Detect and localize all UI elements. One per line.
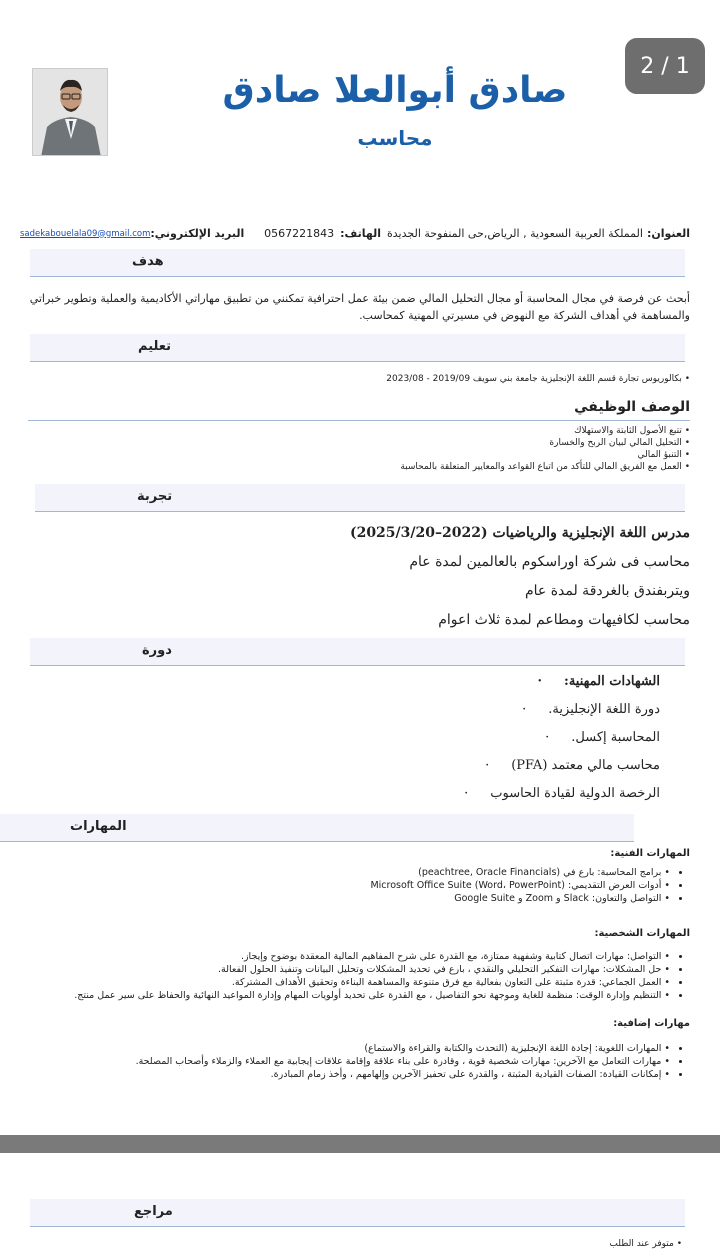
certs-list bbox=[30, 668, 660, 808]
candidate-name: صادق أبوالعلا صادق bbox=[222, 70, 568, 111]
phone-label: الهاتف: bbox=[340, 227, 382, 240]
job-desc-rule bbox=[28, 420, 690, 421]
experience-line: محاسب لكافيهات ومطاعم لمدة ثلاث اعوام bbox=[438, 612, 690, 628]
cert-item: دورة اللغة الإنجليزية.· bbox=[522, 702, 660, 717]
profile-photo bbox=[32, 68, 108, 156]
personal-skill-item: • • العمل الجماعي: قدرة مثبتة على التعاون بفعالية مع فرق متنوعة والمساهمة البناءة وتحقيق الأهداف المشتركة. bbox=[20, 976, 670, 989]
technical-skills-list bbox=[20, 866, 670, 905]
section-skills-title: المهارات bbox=[70, 819, 127, 834]
experience-line: محاسب فى شركة اوراسكوم بالعالمين لمدة عام bbox=[409, 554, 690, 570]
extra-skills-heading: مهارات إضافية: bbox=[613, 1018, 690, 1029]
section-experience-title: تجربة bbox=[137, 489, 173, 504]
cert-item: الرخصة الدولية لقيادة الحاسوب· bbox=[464, 786, 660, 801]
cert-item: المحاسبة إكسل.· bbox=[545, 730, 660, 745]
section-courses bbox=[30, 638, 685, 666]
education-item bbox=[30, 373, 690, 385]
section-education-title: تعليم bbox=[138, 339, 172, 354]
references-value: • متوفر عند الطلب bbox=[609, 1239, 682, 1249]
job-desc-item: • التحليل المالي لبيان الربح والخسارة bbox=[30, 437, 690, 449]
email-label: البريد الإلكتروني: bbox=[150, 227, 245, 240]
technical-skill-item: • • أدوات العرض التقديمي: Microsoft Office Suite (Word، PowerPoint) bbox=[20, 879, 670, 892]
job-desc-item: • تتبع الأصول الثابتة والاستهلاك bbox=[30, 425, 690, 437]
contact-line bbox=[20, 227, 690, 240]
extra-skill-item: • • مهارات التعامل مع الآخرين: مهارات شخصية قوية ، وقادرة على بناء علاقة وإقامة علاقات إيجابية مع العملاء والزملاء وأصحاب المصلحة. bbox=[20, 1055, 670, 1068]
section-references-title: مراجع bbox=[134, 1204, 173, 1219]
certs-heading: الشهادات المهنية:· bbox=[537, 674, 660, 689]
job-desc-item: • العمل مع الفريق المالي للتأكد من اتباع القواعد والمعايير المتعلقة بالمحاسبة bbox=[30, 461, 690, 473]
personal-skill-item: • • التواصل: مهارات اتصال كتابية وشفهية ممتازة، مع القدرة على شرح المفاهيم المالية المعقدة بوضوح وإيجاز. bbox=[20, 950, 670, 963]
extra-skills-list bbox=[20, 1042, 670, 1081]
section-education bbox=[30, 334, 685, 362]
technical-skill-item: • • برامج المحاسبة: بارع في (peachtree, Oracle Financials) bbox=[20, 866, 670, 879]
extra-skill-item: • • إمكانات القيادة: الصفات القيادية المثبتة ، والقدرة على تحفيز الآخرين وإلهامهم ، وأخذ زمام المبادرة. bbox=[20, 1068, 670, 1081]
job-title: محاسب bbox=[357, 126, 433, 150]
cert-item: محاسب مالي معتمد (PFA)· bbox=[485, 758, 660, 773]
extra-skill-item: • • المهارات اللغوية: إجادة اللغة الإنجليزية (التحدث والكتابة والقراءة والاستماع) bbox=[20, 1042, 670, 1055]
section-experience bbox=[35, 484, 685, 512]
section-skills bbox=[0, 814, 634, 842]
page-separator bbox=[0, 1135, 720, 1153]
section-objective-title: هدف bbox=[132, 254, 164, 269]
technical-skills-heading: المهارات الفنية: bbox=[610, 848, 690, 859]
experience-lines bbox=[30, 548, 690, 635]
personal-skill-item: • • التنظيم وإدارة الوقت: منظمة للغاية وموجهة نحو التفاصيل ، مع القدرة على تحديد أولويات المهام وإدارة المواعيد النهائية والحفاظ على سير عمل منتج. bbox=[20, 989, 670, 1002]
section-references bbox=[30, 1199, 685, 1227]
job-desc-list bbox=[30, 425, 690, 473]
references-text bbox=[30, 1238, 682, 1250]
job-desc-heading: الوصف الوظيفي bbox=[574, 399, 690, 415]
address-label: العنوان: bbox=[646, 227, 690, 240]
address-value: المملكة العربية السعودية , الرياض,حى المنفوحة الجديدة bbox=[387, 227, 643, 240]
technical-skill-item: • • التواصل والتعاون: Slack و Zoom و Google Suite bbox=[20, 892, 670, 905]
personal-skills-heading: المهارات الشخصية: bbox=[594, 928, 690, 939]
experience-line: ويتربفندق بالغردقة لمدة عام bbox=[524, 583, 690, 599]
phone-value: 0567221843 bbox=[264, 227, 335, 240]
experience-heading: مدرس اللغة الإنجليزية والرياضيات (2022–2025/3/20) bbox=[349, 525, 690, 541]
job-desc-item: • التنبؤ المالي bbox=[30, 449, 690, 461]
page-counter-badge: 2 / 1 bbox=[625, 38, 705, 94]
section-courses-title: دورة bbox=[142, 643, 172, 658]
personal-skill-item: • • حل المشكلات: مهارات التفكير التحليلي والنقدي ، بارع في تحديد المشكلات وتحليل البيانات وتنفيذ الحلول الفعالة. bbox=[20, 963, 670, 976]
education-text: • بكالوريوس تجارة قسم اللغة الإنجليزية جامعة بني سويف 2019/09 - 2023/08 bbox=[386, 374, 690, 384]
email-link[interactable]: sadekabouelala09@gmail.com bbox=[20, 228, 151, 239]
objective-text: أبحث عن فرصة في مجال المحاسبة أو مجال التحليل المالي ضمن بيئة عمل احترافية تمكنني من تطبيق مهاراتي الأكاديمية والعملية وتطوير خبراتي والمساهمة في أهداف الشركة مع النهوض في مسيرتي المهنية كمحاسب. bbox=[29, 292, 690, 322]
personal-skills-list bbox=[20, 950, 670, 1002]
section-objective bbox=[30, 249, 685, 277]
